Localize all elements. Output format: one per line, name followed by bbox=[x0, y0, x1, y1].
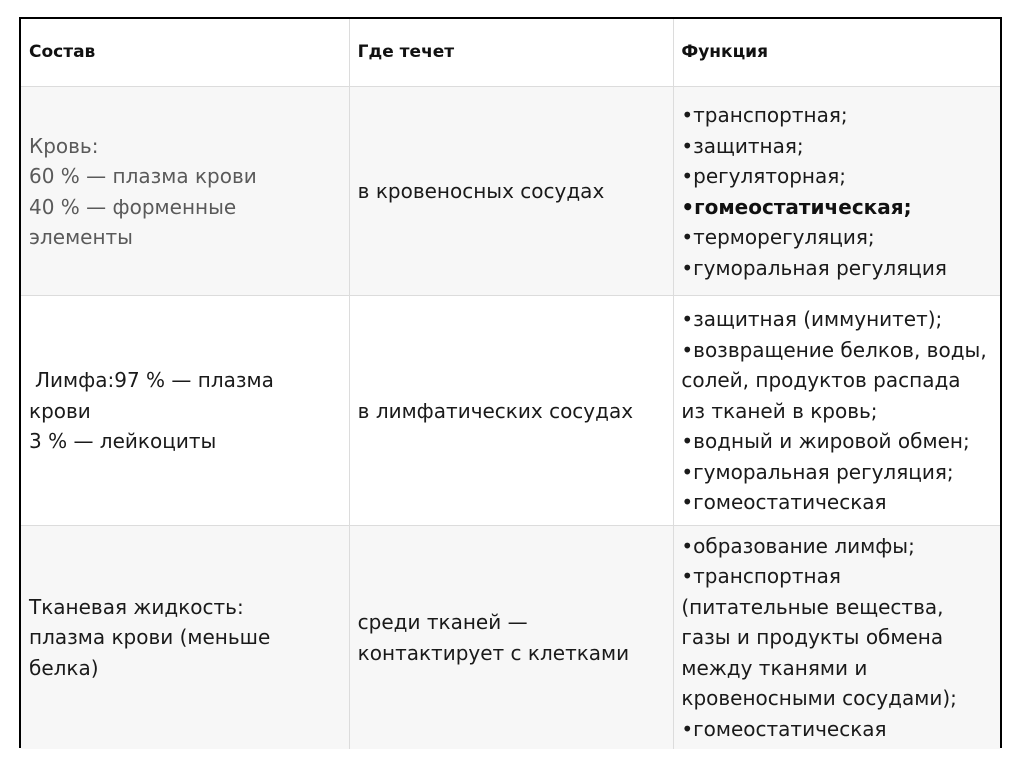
function-item: •гомеостатическая; bbox=[681, 194, 912, 219]
function-item: солей, продуктов распада bbox=[681, 368, 961, 393]
cell-location bbox=[349, 296, 674, 526]
cell-functions bbox=[673, 526, 1000, 749]
function-item: •гуморальная регуляция bbox=[681, 255, 947, 280]
function-item: газы и продукты обмена bbox=[681, 625, 944, 650]
function-item: •водный и жировой обмен; bbox=[681, 429, 970, 454]
table-row-lymph bbox=[21, 295, 1000, 526]
function-item: •терморегуляция; bbox=[681, 225, 875, 249]
composition-line: элементы bbox=[29, 225, 133, 249]
header-composition: Состав bbox=[29, 42, 96, 63]
function-item: •транспортная; bbox=[681, 103, 848, 127]
location-text: в лимфатических сосудах bbox=[357, 398, 634, 423]
function-item: из тканей в кровь; bbox=[681, 398, 878, 423]
function-item: •образование лимфы; bbox=[681, 533, 915, 558]
cell-functions bbox=[673, 87, 1000, 296]
header-function: Функция bbox=[673, 19, 1000, 86]
function-item: между тканями и bbox=[681, 655, 868, 680]
composition-line: 40 % — форменные bbox=[29, 194, 237, 219]
table-row-blood bbox=[21, 86, 1000, 296]
cell-functions bbox=[673, 296, 1000, 526]
function-item: •защитная (иммунитет); bbox=[681, 307, 943, 332]
composition-line: 60 % — плазма крови bbox=[29, 164, 257, 188]
function-item: •гомеостатическая bbox=[681, 716, 887, 741]
blood-lymph-table bbox=[19, 17, 1002, 748]
composition-line: плазма крови (меньше bbox=[29, 625, 271, 650]
composition-line: Кровь: bbox=[29, 133, 99, 158]
table-row-tissue-fluid bbox=[21, 525, 1000, 749]
function-item: (питательные вещества, bbox=[681, 594, 944, 619]
function-item: •защитная; bbox=[681, 133, 804, 158]
cell-location bbox=[349, 526, 674, 749]
location-line: контактирует с клетками bbox=[357, 640, 630, 665]
location-line: среди тканей — bbox=[357, 610, 528, 634]
header-location: Где течет bbox=[349, 19, 674, 86]
table-header-row bbox=[21, 19, 1000, 86]
composition-line: 3 % — лейкоциты bbox=[29, 429, 217, 454]
composition-line: крови bbox=[29, 398, 91, 423]
cell-composition bbox=[21, 526, 349, 749]
function-item: •транспортная bbox=[681, 564, 841, 589]
function-item: •гомеостатическая bbox=[681, 490, 887, 515]
cell-composition bbox=[21, 296, 349, 526]
function-item: •регуляторная; bbox=[681, 164, 846, 188]
function-item: кровеносными сосудами); bbox=[681, 686, 957, 711]
function-item: •возвращение белков, воды, bbox=[681, 337, 987, 362]
composition-line: Лимфа:97 % — плазма bbox=[35, 368, 274, 393]
function-item: •гуморальная регуляция; bbox=[681, 459, 954, 484]
cell-location bbox=[349, 87, 674, 296]
location-text: в кровеносных сосудах bbox=[357, 179, 605, 204]
cell-composition bbox=[21, 87, 349, 296]
composition-line: белка) bbox=[29, 655, 99, 680]
composition-line: Тканевая жидкость: bbox=[29, 594, 244, 619]
